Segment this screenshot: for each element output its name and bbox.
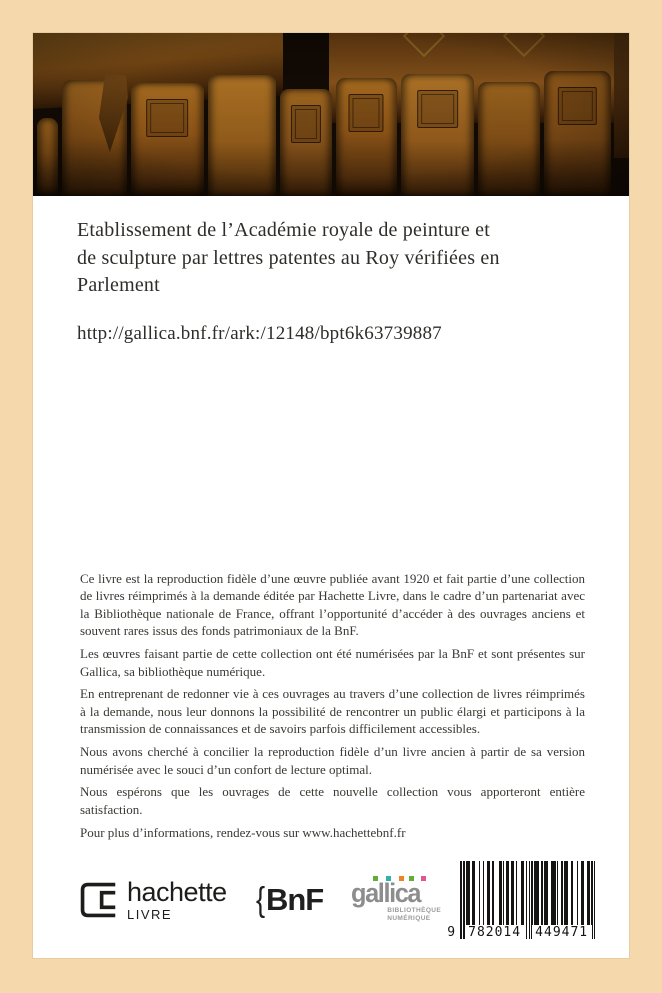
book-spine	[544, 71, 611, 196]
description-paragraph: Nous avons cherché à concilier la reproduction fidèle d’un livre ancien à partir de sa version numérisée avec le souci d’un confort de lecture optimal.	[80, 744, 585, 777]
hachette-livre-label: LIVRE	[127, 907, 173, 922]
barcode-digits-left: 782014	[465, 925, 525, 940]
barcode-digits-right: 449471	[532, 925, 592, 940]
book-spines-row	[33, 33, 611, 196]
description-paragraph: Les œuvres faisant partie de cette collection ont été numérisées par la BnF et sont présentes sur Gallica, sa bibliothèque numérique.	[80, 646, 585, 679]
publisher-logo-row	[78, 858, 596, 942]
gallica-subtitle-line: NUMÉRIQUE	[387, 914, 431, 922]
book-spine	[280, 89, 332, 196]
bnf-wordmark: BnF	[265, 882, 324, 917]
book-title-line: Etablissement de l’Académie royale de peinture et	[77, 219, 490, 241]
description-paragraph: En entreprenant de redonner vie à ces ouvrages au travers d’une collection de livres réimprimés à la demande, nous leur donnons la possibilité de rencontrer un public élargi et participons à la transmission de connaissances et de savoirs parfois difficilement accessibles.	[80, 686, 585, 737]
book-spine	[62, 80, 126, 196]
ean13-barcode	[447, 861, 596, 940]
torn-leather-flap	[91, 72, 130, 153]
description-paragraph: Ce livre est la reproduction fidèle d’une œuvre publiée avant 1920 et fait partie d’une collection de livres réimprimés à la demande éditée par Hachette Livre, dans le cadre d’un partenariat avec la Bibliothèque nationale de France, offrant l’opportunité d’accéder à des ouvrages anciens et souvent rares issus des fonds patrimoniaux de la BnF.	[80, 571, 585, 639]
description-paragraph: Nous espérons que les ouvrages de cette nouvelle collection vous apporteront entière satisfaction.	[80, 784, 585, 817]
cover-panel	[33, 33, 629, 958]
gallica-subtitle	[387, 907, 441, 922]
book-spine	[37, 118, 58, 196]
book-spine	[478, 82, 539, 196]
gallica-subtitle-line: BIBLIOTHÈQUE	[387, 907, 442, 914]
gallica-wordmark: gallica	[351, 878, 421, 908]
barcode-lead-digit: 9	[447, 925, 456, 940]
book-title-line: de sculpture par lettres patentes au Roy vérifiées en	[77, 246, 500, 269]
description-text	[80, 570, 585, 847]
book-spine	[336, 78, 397, 196]
book-spine	[208, 75, 275, 196]
gallica-ark-url: http://gallica.bnf.fr/ark:/12148/bpt6k63739887	[77, 322, 442, 344]
bnf-logo	[255, 881, 324, 920]
book-spine	[614, 33, 629, 158]
gallica-logo	[351, 874, 442, 926]
hachette-logo-icon	[78, 880, 118, 920]
antique-books-photo	[33, 33, 629, 196]
book-title-line: Parlement	[77, 274, 160, 296]
description-paragraph: Pour plus d’informations, rendez-vous sur www.hachettebnf.fr	[80, 824, 406, 840]
book-spine	[131, 83, 204, 196]
book-title	[77, 217, 585, 300]
hachette-livre-logo	[78, 879, 227, 921]
bnf-brace-icon: {	[255, 880, 264, 919]
hachette-name: hachette	[127, 877, 227, 907]
hachette-wordmark	[127, 879, 227, 921]
book-spine	[401, 74, 474, 196]
